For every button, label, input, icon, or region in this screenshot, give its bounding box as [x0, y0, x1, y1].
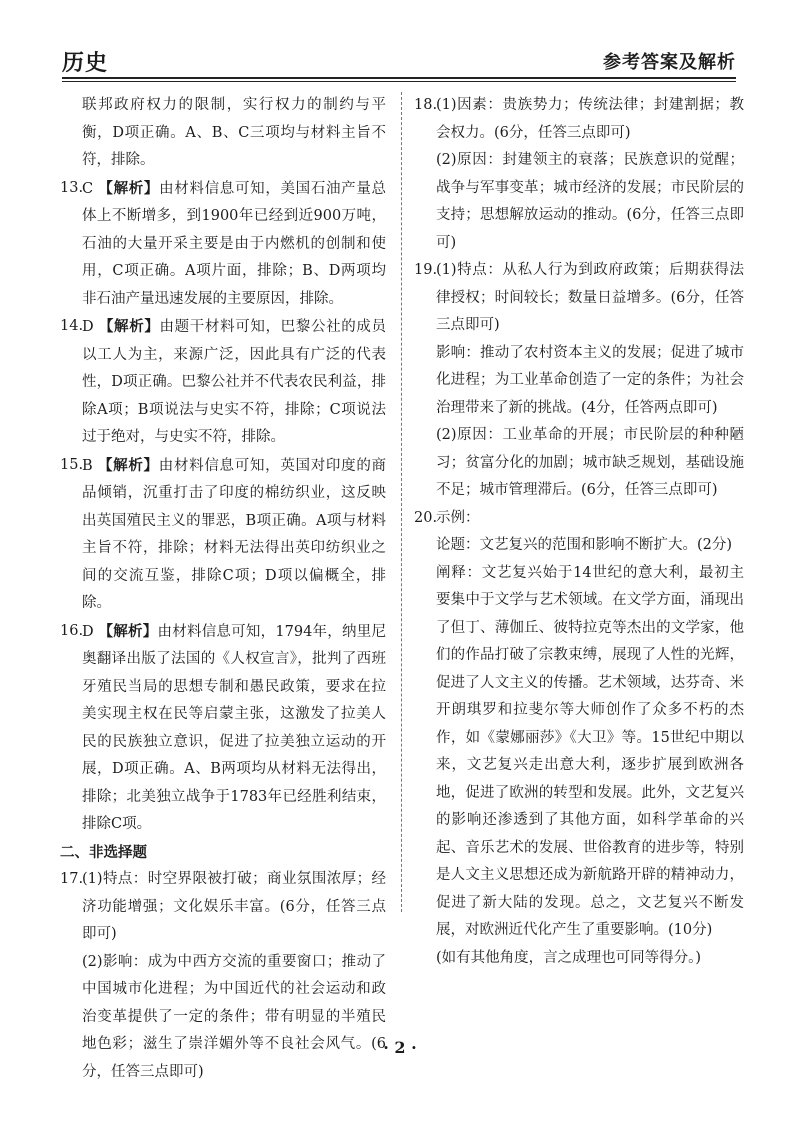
analysis-tag: 【解析】: [98, 622, 158, 640]
question-number: 15.: [60, 456, 84, 473]
analysis-tag: 【解析】: [98, 179, 160, 197]
analysis-text: 由题干材料可知，巴黎公社的成员以工人为主，来源广泛，因此具有广泛的代表性，D项正确。巴黎公社并不代表农民利益，排除A项；B项说法与史实不符，排除；C项说法过于绝对，与史实不符，排除。: [82, 319, 387, 445]
answer-part-2: (2)影响：成为中西方交流的重要窗口；推动了中国城市化进程；为中国近代的社会运动和政治变革提供了一定的条件；带有明显的半殖民地色彩；滋生了崇洋媚外等不良社会风气。(6分，任答三点即可): [82, 953, 386, 1080]
left-column: [60, 92, 386, 1086]
analysis-tag: 【解析】: [98, 318, 160, 335]
example-label: 示例：: [436, 509, 480, 526]
answer-part-1: (1)特点：时空界限被打破；商业氛围浓厚；经济功能增强；文化娱乐丰富。(6分，任答三点即可): [82, 871, 386, 942]
analysis-text: 由材料信息可知，美国石油产量总体上不断增多，到1900年已经到近900万吨，石油的大量开采主要是由于内燃机的创制和使用，C项正确。A项片面，排除；B、D两项均非石油产量迅速发展的主要原因，排除。: [82, 180, 387, 307]
question-20: [414, 505, 744, 973]
answer-part-2: (2)原因：封建领主的衰落；民族意识的觉醒；战争与军事变革；城市经济的发展；市民阶层的支持；思想解放运动的推动。(6分，任答三点即可): [436, 152, 744, 251]
question-number: 17.: [60, 871, 84, 887]
section-heading: 二、非选择题: [60, 843, 147, 861]
answer-part-2: (2)原因：工业革命的开展；市民阶层的种种陋习；贫富分化的加剧；城市缺乏规划，基础设施不足；城市管理滞后。(6分，任答三点即可): [436, 427, 744, 498]
header-rule-thick: [62, 77, 736, 79]
question-14: [60, 313, 386, 452]
analysis-text: 由材料信息可知，1794年，纳里尼奥翻译出版了法国的《人权宣言》，批判了西班牙殖民当局的思想专制和愚民政策，要求在拉美实现主权在民等启蒙主张，这激发了拉美人民的民族独立意识，促进了拉美独立运动的开展，D项正确。A、B两项均从材料无法得出，排除；北美独立战争于1783年已经胜利结束，排除C项。: [82, 623, 387, 832]
question-number: 19.: [414, 262, 438, 278]
thesis-text: 论题：文艺复兴的范围和影响不断扩大。(2分): [436, 537, 733, 553]
answer-letter: B: [82, 457, 93, 474]
answer-part-1: (1)因素：贵族势力；传统法律；封建割据；教会权力。(6分，任答三点即可): [436, 97, 744, 141]
grading-note: (如有其他角度，言之成理也可同等得分。): [436, 949, 702, 966]
subject-title: 历史: [62, 50, 109, 76]
question-number: 14.: [60, 318, 84, 334]
answer-letter: C: [82, 180, 94, 197]
document-title: 参考答案及解析: [603, 52, 736, 73]
question-15: [60, 452, 386, 618]
explanation-text: 阐释：文艺复兴始于14世纪的意大利，最初主要集中于文学与艺术领域。在文学方面，涌现出了但丁、薄伽丘、彼特拉克等杰出的文学家，他们的作品打破了宗教束缚，展现了人性的光辉，促进了人文主义的传播。艺术领域，达芬奇、米开朗琪罗和拉斐尔等大师创作了众多不朽的杰作，如《蒙娜丽莎》《大卫》等。15世纪中期以来，文艺复兴走出意大利，逐步扩展到欧洲各地，促进了欧洲的转型和发展。此外，文艺复兴的影响还渗透到了其他方面，如科学革命的兴起、音乐艺术的发展、世俗教育的进步等，特别是人文主义思想还成为新航路开辟的精神动力，促进了新大陆的发现。总之，文艺复兴不断发展，对欧洲近代化产生了重要影响。(10分): [436, 564, 744, 938]
column-divider: [401, 92, 402, 912]
right-column: [414, 92, 744, 972]
question-number: 16.: [60, 622, 84, 639]
analysis-tag: 【解析】: [97, 456, 159, 474]
analysis-text: 由材料信息可知，英国对印度的商品倾销，沉重打击了印度的棉纺织业，这反映出英国殖民主义的罪恶，B项正确。A项与材料主旨不符，排除；材料无法得出英印纺织业之间的交流互鉴，排除C项；D项以偏概全，排除。: [82, 457, 387, 611]
question-16: [60, 618, 386, 839]
question-18: [414, 92, 744, 257]
page-number: · 2 ·: [383, 1038, 417, 1057]
answer-influence: 影响：推动了农村资本主义的发展；促进了城市化进程；为工业革命创造了一定的条件；为社会治理带来了新的挑战。(4分，任答两点即可): [436, 344, 744, 416]
page-header: [62, 44, 736, 78]
question-19: [414, 257, 744, 505]
question-number: 20.: [414, 509, 438, 526]
question-number: 18.: [414, 97, 438, 113]
answer-letter: D: [82, 623, 94, 640]
question-13: [60, 175, 386, 314]
question-number: 13.: [60, 179, 84, 196]
answer-part-1: (1)特点：从私人行为到政府政策；后期获得法律授权；时间较长；数量日益增多。(6分，任答三点即可): [436, 262, 744, 333]
header-rule-thin: [62, 81, 736, 82]
answer-letter: D: [82, 319, 94, 335]
continued-paragraph: 联邦政府权力的限制，实行权力的制约与平衡，D项正确。A、B、C三项均与材料主旨不符，排除。: [82, 97, 386, 168]
